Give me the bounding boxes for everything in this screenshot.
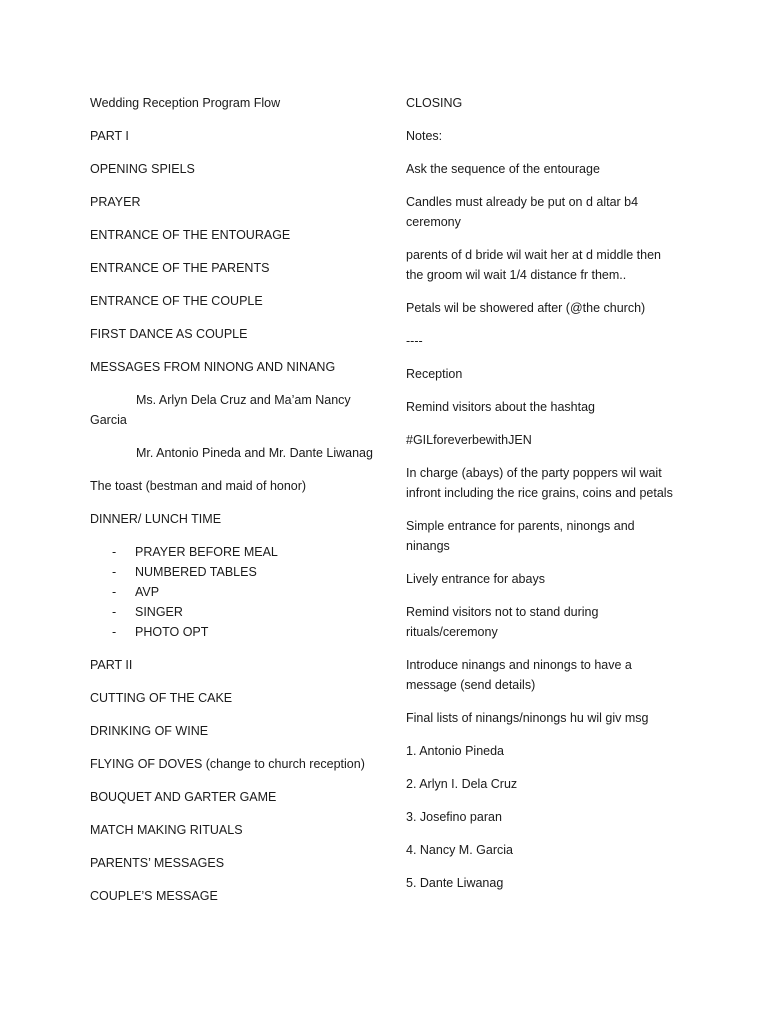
list-item: - PRAYER BEFORE MEAL (90, 542, 380, 562)
notes-heading: Notes: (406, 129, 443, 143)
sponsor-pair: Mr. Antonio Pineda and Mr. Dante Liwanag (136, 446, 373, 460)
note-item: Simple entrance for parents, ninongs and ninangs (406, 519, 635, 553)
closing-heading: CLOSING (406, 96, 463, 110)
program-item: MESSAGES FROM NINONG AND NINANG (90, 360, 336, 374)
program-item: MATCH MAKING RITUALS (90, 823, 243, 837)
program-item: DRINKING OF WINE (90, 724, 209, 738)
sponsor-list-item: 3. Josefino paran (406, 810, 502, 824)
bullet-dash: - (112, 585, 117, 599)
program-item: PRAYER (90, 195, 141, 209)
note-item: Remind visitors not to stand during rituals/ceremony (406, 605, 599, 639)
note-item: In charge (abays) of the party poppers wil wait infront including the rice grains, coins and petals (406, 466, 673, 500)
note-item: Introduce ninangs and ninongs to have a message (send details) (406, 658, 632, 692)
program-item: PARENTS’ MESSAGES (90, 856, 225, 870)
part-one-heading: PART I (90, 129, 129, 143)
program-item: ENTRANCE OF THE ENTOURAGE (90, 228, 291, 242)
right-column (406, 93, 681, 906)
program-item: BOUQUET AND GARTER GAME (90, 790, 277, 804)
sponsor-pair: Ms. Arlyn Dela Cruz and Ma’am Nancy Garcia (90, 393, 351, 427)
bullet-dash: - (112, 565, 117, 579)
note-item: Petals wil be showered after (@the church) (406, 301, 646, 315)
bullet-dash: - (112, 605, 117, 619)
note-item: Lively entrance for abays (406, 572, 545, 586)
part-two-heading: PART II (90, 658, 133, 672)
list-item: - AVP (90, 582, 380, 602)
sponsor-list-item: 5. Dante Liwanag (406, 876, 504, 890)
program-item: COUPLE’S MESSAGE (90, 889, 218, 903)
program-item: The toast (bestman and maid of honor) (90, 479, 307, 493)
program-item: OPENING SPIELS (90, 162, 195, 176)
left-column (90, 93, 380, 919)
reception-heading: Reception (406, 367, 463, 381)
note-item: parents of d bride wil wait her at d middle then the groom wil wait 1/4 distance fr them.. (406, 248, 661, 282)
note-item: Remind visitors about the hashtag (406, 400, 595, 414)
list-item: - PHOTO OPT (90, 622, 380, 642)
note-item: Ask the sequence of the entourage (406, 162, 600, 176)
list-item: - NUMBERED TABLES (90, 562, 380, 582)
sponsor-list-item: 1. Antonio Pineda (406, 744, 504, 758)
note-item: Final lists of ninangs/ninongs hu wil giv msg (406, 711, 649, 725)
sponsor-list-item: 2. Arlyn I. Dela Cruz (406, 777, 518, 791)
sponsor-list-item: 4. Nancy M. Garcia (406, 843, 513, 857)
program-item: ENTRANCE OF THE PARENTS (90, 261, 270, 275)
dinner-sublist (90, 542, 380, 642)
separator: ---- (406, 334, 423, 348)
program-item: FIRST DANCE AS COUPLE (90, 327, 248, 341)
program-item: CUTTING OF THE CAKE (90, 691, 233, 705)
program-item: ENTRANCE OF THE COUPLE (90, 294, 263, 308)
note-item: Candles must already be put on d altar b4 ceremony (406, 195, 639, 229)
list-item: - SINGER (90, 602, 380, 622)
program-item: DINNER/ LUNCH TIME (90, 512, 222, 526)
program-item: FLYING OF DOVES (change to church reception) (90, 757, 365, 771)
bullet-dash: - (112, 545, 117, 559)
bullet-dash: - (112, 625, 117, 639)
document-title: Wedding Reception Program Flow (90, 96, 281, 110)
hashtag: #GILforeverbewithJEN (406, 433, 532, 447)
